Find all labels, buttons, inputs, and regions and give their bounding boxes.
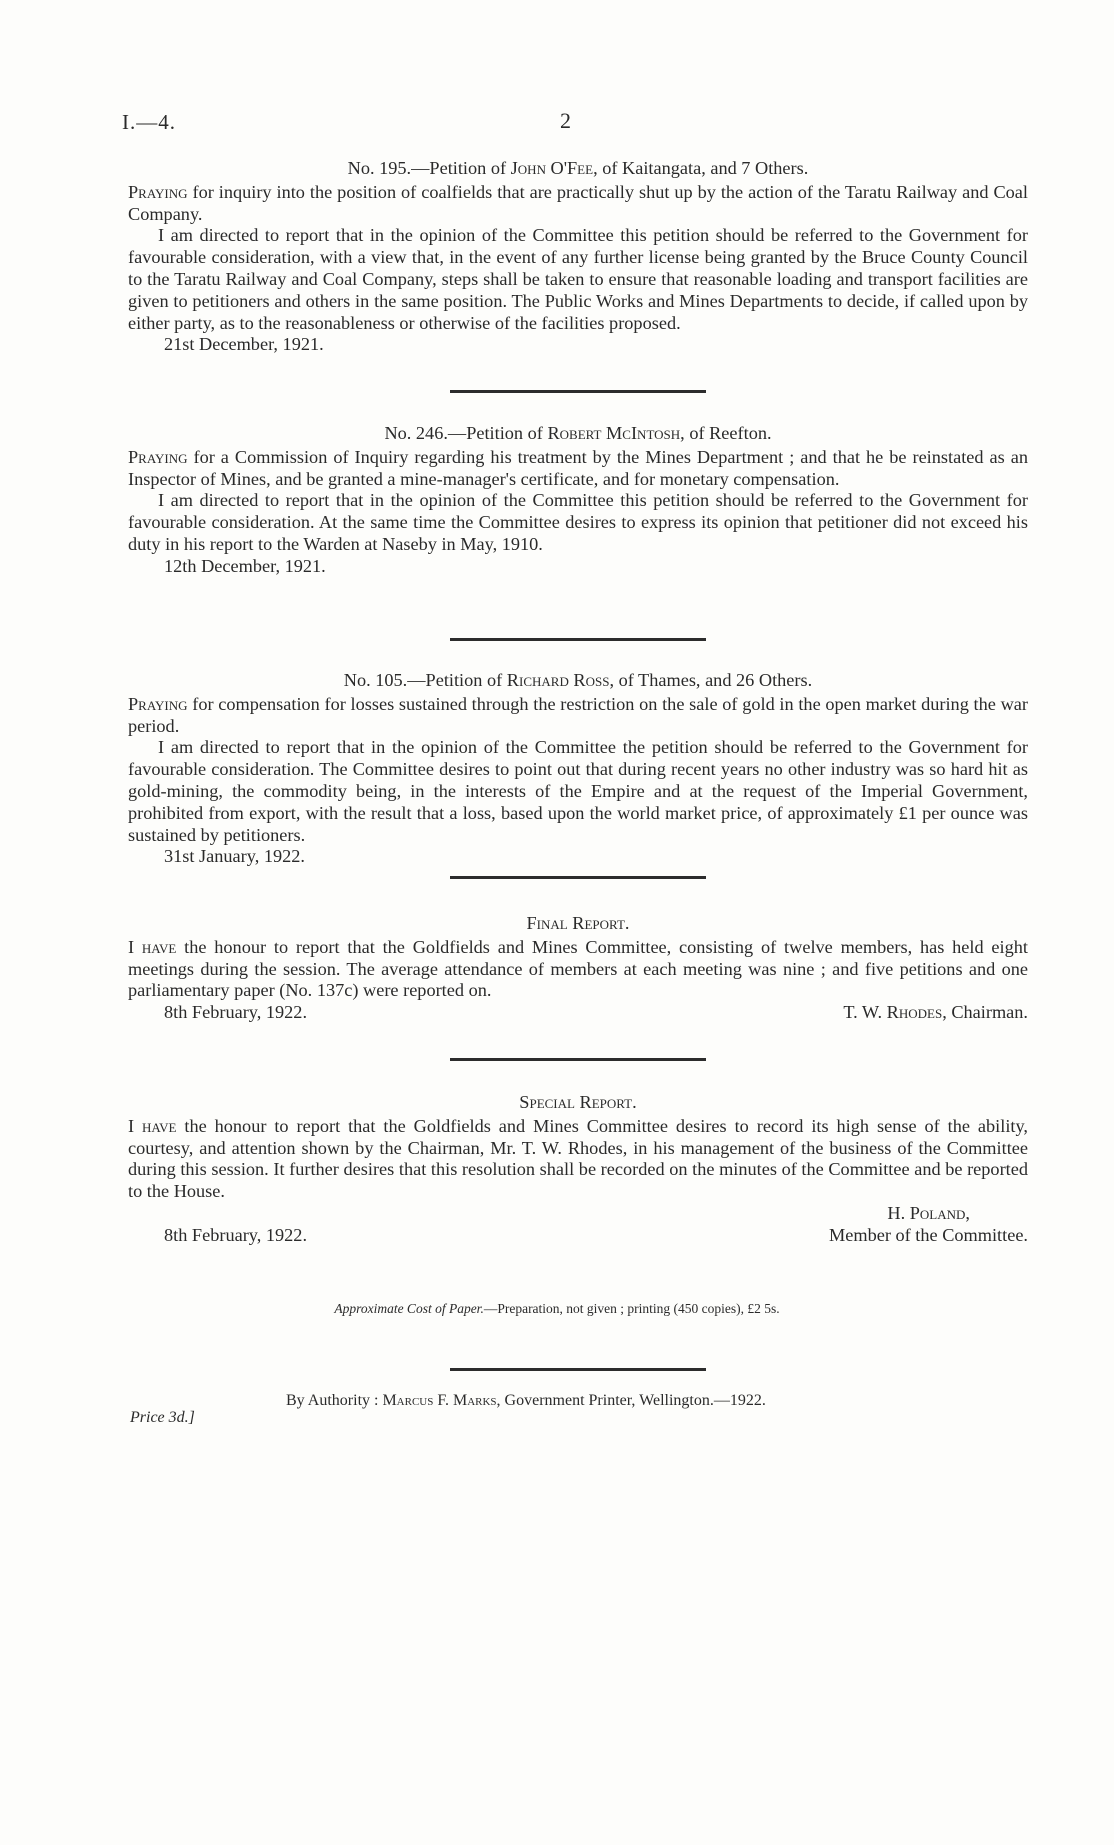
petition-246-praying: Praying for a Commission of Inquiry regarding his treatment by the Mines Department ; and that he be reinstated as an Inspector of Mines, and be granted a mine-manager's certificate, and for monetary compensation. (128, 446, 1028, 489)
petition-105-date: 31st January, 1922. (164, 846, 305, 867)
final-report-section (128, 913, 1028, 1024)
petition-246-title: No. 246.—Petition of Robert McIntosh, of Reefton. (384, 423, 772, 443)
section-divider (450, 1058, 706, 1061)
petition-105-title: No. 105.—Petition of Richard Ross, of Thames, and 26 Others. (343, 670, 813, 690)
final-report-heading: Final Report. (526, 913, 630, 933)
section-divider (450, 390, 706, 393)
petition-105-praying: Praying for compensation for losses sustained through the restriction on the sale of gold in the open market during the war period. (128, 693, 1028, 736)
petitioner-name: Robert McIntosh (547, 423, 681, 443)
special-report-heading: Special Report. (519, 1092, 637, 1112)
special-report-signatory-role: Member of the Committee. (828, 1224, 1028, 1245)
special-report-date: 8th February, 1922. (164, 1224, 308, 1245)
petition-105-report: I am directed to report that in the opinion of the Committee the petition should be referred to the Government for favourable consideration. The Committee desires to point out that during recent years no other industry was so hard hit as gold-mining, the commodity being, in the interests of the Empire and at the request of the Imperial Government, prohibited from export, with the result that a loss, based upon the world market price, of approximately £1 per ounce was sustained by petitioners. (128, 737, 1028, 845)
petition-246-date: 12th December, 1921. (164, 555, 326, 576)
final-report-text: I have the honour to report that the Goldfields and Mines Committee, consisting of twelve members, has held eight meetings during the session. The average attendance of members at each meeting was nine ; and five petitions and one parliamentary paper (No. 137c) were reported on. (128, 936, 1028, 1001)
final-report-date: 8th February, 1922. (164, 1002, 308, 1023)
final-report-footer (128, 1002, 1028, 1024)
paper-reference: I.—4. (122, 110, 176, 134)
petition-105-section (128, 670, 1028, 868)
section-divider (450, 1368, 706, 1371)
special-report-section (128, 1092, 1028, 1247)
petition-246-report: I am directed to report that in the opinion of the Committee this petition should be referred to the Government for favourable consideration. At the same time the Committee desires to express its opinion that petitioner did not exceed his duty in his report to the Warden at Naseby in May, 1910. (128, 490, 1028, 554)
page-number: 2 (560, 108, 571, 133)
petitioner-name: Richard Ross (506, 670, 610, 690)
final-report-signatory: T. W. Rhodes, Chairman. (843, 1002, 1028, 1023)
special-report-footer (128, 1225, 1028, 1247)
petition-195-report: I am directed to report that in the opinion of the Committee this petition should be referred to the Government for favourable consideration, with a view that, in the event of any further license being granted by the Bruce County Council to the Taratu Railway and Coal Company, steps shall be taken to ensure that reasonable loading and transport facilities are given to petitioners and others in the same position. The Public Works and Mines Departments to decide, if called upon by either party, as to the reasonableness or otherwise of the facilities proposed. (128, 225, 1028, 333)
petition-246-section (128, 423, 1028, 578)
petition-195-date: 21st December, 1921. (164, 334, 324, 355)
petition-195-praying: Praying for inquiry into the position of coalfields that are practically shut up by the action of the Taratu Railway and Coal Company. (128, 181, 1028, 224)
petitioner-name: John O'Fee (510, 158, 594, 178)
printer-imprint: By Authority : Marcus F. Marks, Government Printer, Wellington.—1922. (286, 1392, 766, 1409)
petition-195-section (128, 158, 1028, 356)
special-report-signatory-name: H. Poland, (887, 1202, 970, 1223)
cost-note: Approximate Cost of Paper.—Preparation, not given ; printing (450 copies), £2 5s. (334, 1301, 780, 1316)
special-report-text: I have the honour to report that the Goldfields and Mines Committee desires to record its high sense of the ability, courtesy, and attention shown by the Chairman, Mr. T. W. Rhodes, in his management of the business of the Committee during this session. It further desires that this resolution shall be recorded on the minutes of the Committee and be reported to the House. (128, 1115, 1028, 1202)
section-divider (450, 876, 706, 879)
petition-195-title: No. 195.—Petition of John O'Fee, of Kaitangata, and 7 Others. (347, 158, 809, 178)
price-label: Price 3d.] (130, 1409, 195, 1426)
section-divider (450, 638, 706, 641)
